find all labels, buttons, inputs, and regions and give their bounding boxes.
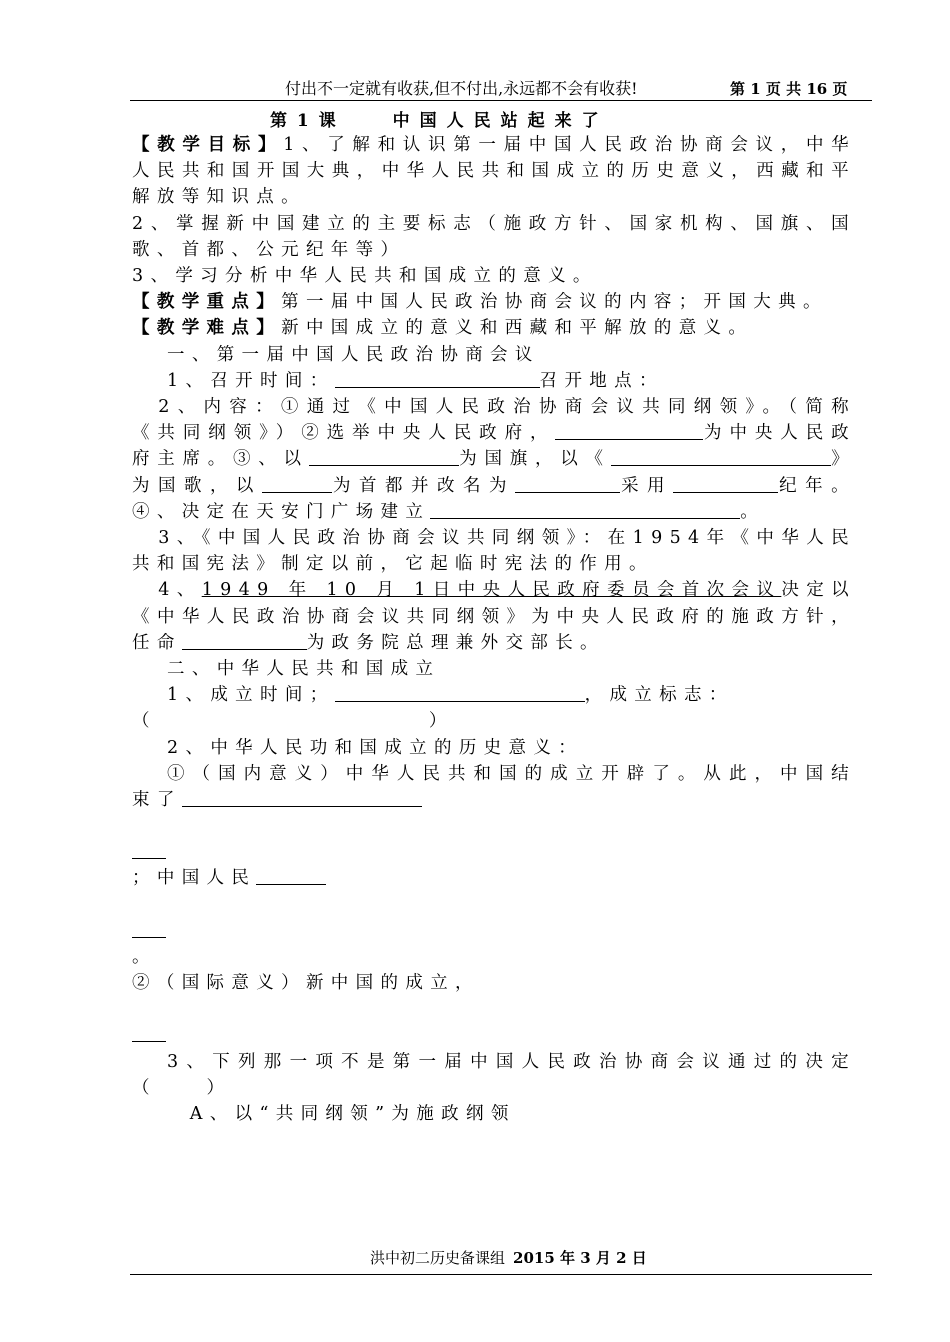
difficulty-text: 新中国成立的意义和西藏和平解放的意义。 — [281, 318, 754, 339]
item-2-1-paren — [132, 708, 856, 734]
option-a: A、以“共同纲领”为施政纲领 — [189, 1103, 516, 1124]
document-body — [132, 132, 856, 1127]
paren-open: （ — [132, 711, 157, 732]
blank-domestic-1[interactable] — [182, 789, 422, 808]
domestic-text: ①（国内意义）中华人民共和国的成立开辟了。从此，中国结束了 — [132, 763, 856, 811]
blank-international[interactable] — [132, 1024, 166, 1043]
item-1-2-part-a: 2、内容：①通过《中国人民政治协商会议共同纲领》。（简称《共同纲领》）②选举中央人民政府， — [132, 397, 856, 444]
item-1-4-part-d: 为政务院总理兼外交部长。 — [306, 632, 605, 653]
item-1-4-underlined: 1949 年 10 月 1日中央人民政府委员会首次会议 — [201, 580, 782, 601]
blank-calendar[interactable] — [673, 474, 778, 493]
blank-capital[interactable] — [262, 474, 332, 493]
section-1-heading: 一、第一届中国人民政治协商会议 — [167, 344, 540, 365]
period-line: 。 — [132, 946, 157, 967]
item-1-1-place-label: 召开地点： — [539, 370, 664, 391]
lesson-name: 中国人民站起来了 — [392, 111, 609, 131]
item-2-1-sign-label: ，成立标志： — [584, 685, 734, 706]
item-1-2-part-e: 为首都并改名为 — [331, 475, 515, 496]
goal-label: 【教学目标】 — [132, 135, 284, 155]
focus-text: 第一届中国人民政治协商会议的内容；开国大典。 — [281, 292, 828, 313]
teaching-focus — [132, 289, 856, 315]
item-1-1 — [132, 368, 856, 394]
item-2-2-domestic — [132, 761, 856, 813]
item-1-2-part-d: 》为国歌，以 — [132, 449, 856, 496]
blank-people-2[interactable] — [132, 919, 166, 938]
section-2-heading: 二、中华人民共和国成立 — [167, 659, 441, 680]
focus-label: 【教学重点】 — [132, 292, 282, 313]
item-1-2-part-h: 。 — [740, 501, 766, 522]
item-1-2-part-g: 纪年。④、决定在天安门广场建立 — [132, 475, 856, 522]
footer-date: 2015 年 3 月 2 日 — [513, 1249, 647, 1267]
difficulty-label: 【教学难点】 — [132, 318, 282, 339]
blank-domestic-2[interactable] — [132, 841, 166, 860]
blank-line-1 — [132, 839, 856, 865]
spacer — [132, 892, 856, 918]
blank-meeting-time[interactable] — [335, 369, 540, 388]
blank-premier[interactable] — [182, 631, 307, 650]
item-1-4-part-c: 决定以《中华人民政治协商会议共同纲领》为中央人民政府的施政方针，任命 — [132, 580, 856, 653]
footer-group: 洪中初二历史备课组 — [370, 1249, 506, 1267]
page-footer — [130, 1248, 872, 1275]
blank-monument[interactable] — [430, 500, 740, 519]
blank-line-2 — [132, 918, 856, 944]
blank-flag[interactable] — [309, 448, 459, 467]
blank-line-3 — [132, 1022, 856, 1048]
item-2-2-people — [132, 865, 856, 891]
item-2-2-international: ②（国际意义）新中国的成立， — [132, 973, 480, 994]
item-2-1-time-label: 1、成立时间； — [167, 685, 335, 706]
header-motto: 付出不一定就有收获,但不付出,永远都不会有收获! — [285, 79, 638, 98]
item-1-4 — [132, 577, 856, 656]
spacer — [132, 813, 856, 839]
people-text: ；中国人民 — [132, 868, 257, 889]
blank-capital-name[interactable] — [515, 474, 620, 493]
goal-1-text: 1、了解和认识第一届中国人民政治协商会议，中华人民共和国开国大典，中华人民共和国成立的历史意义，西藏和平解放等知识点。 — [132, 135, 856, 208]
lesson-number: 第 1 课 — [270, 111, 338, 131]
paren-close: ） — [428, 711, 454, 732]
item-2-2: 2、中华人民功和国成立的历史意义： — [167, 737, 584, 758]
item-1-2-part-f: 采用 — [619, 475, 674, 496]
item-2-1 — [132, 682, 856, 708]
item-1-1-time-label: 1、召开时间： — [167, 370, 335, 391]
goal-3: 3、学习分析中华人民共和国成立的意义。 — [132, 266, 598, 287]
item-1-4-number: 4、 — [158, 580, 202, 601]
item-1-2 — [132, 394, 856, 525]
lesson-title — [270, 106, 609, 131]
goal-2: 2、掌握新中国建立的主要标志（施政方针、国家机构、国旗、国歌、首都、公元纪年等） — [132, 213, 856, 260]
item-2-3: 3、下列那一项不是第一届中国人民政治协商会议通过的决定（ ） — [132, 1051, 856, 1098]
page-number: 第 1 页 共 16 页 — [730, 80, 848, 98]
spacer — [132, 996, 856, 1022]
page-header — [130, 78, 872, 101]
item-1-2-part-c: 为国旗，以《 — [458, 449, 611, 470]
item-1-3: 3、《中国人民政治协商会议共同纲领》：在1954年《中华人民共和国宪法》制定以前，它起临时宪法的作用。 — [132, 528, 856, 575]
blank-people[interactable] — [256, 867, 326, 886]
teaching-goal — [132, 132, 856, 211]
teaching-difficulty — [132, 315, 856, 341]
footer-text — [370, 1248, 647, 1268]
item-1-2-part-b: 为中央人民政府主席。③、以 — [132, 423, 856, 470]
blank-anthem[interactable] — [611, 448, 831, 467]
blank-chairman[interactable] — [555, 422, 703, 441]
blank-founding-time[interactable] — [335, 684, 585, 703]
